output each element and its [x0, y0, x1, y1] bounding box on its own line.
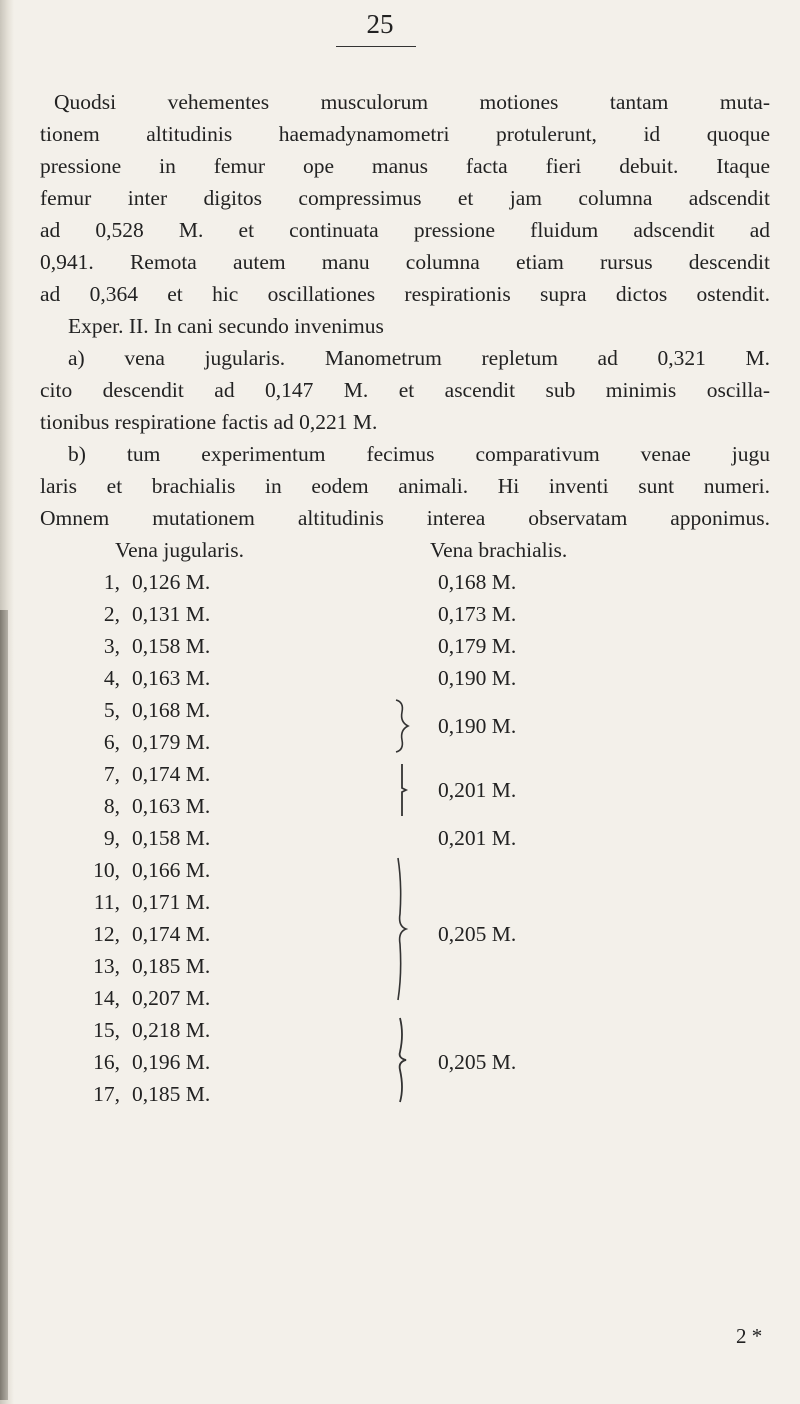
- jugularis-value: 0,166 M.: [132, 858, 211, 882]
- row-number: 12,: [93, 922, 120, 946]
- row-number: 17,: [93, 1082, 120, 1106]
- text-line: a) vena jugularis. Manometrum repletum ad 0,321 M.: [68, 346, 770, 370]
- brace-rows-5-6: [390, 698, 414, 754]
- row-number: 14,: [93, 986, 120, 1010]
- brachialis-value: 0,201 M.: [438, 826, 517, 850]
- row-number: 9,: [103, 826, 120, 850]
- signature-mark: 2 *: [736, 1324, 763, 1348]
- brachialis-value: 0,168 M.: [438, 570, 517, 594]
- row-number: 6,: [103, 730, 120, 754]
- row-number: 11,: [93, 890, 120, 914]
- brachialis-value: 0,205 M.: [438, 922, 517, 946]
- text-line: Quodsi vehementes musculorum motiones tantam muta-: [54, 90, 770, 114]
- row-number: 7,: [103, 762, 120, 786]
- row-number: 16,: [93, 1050, 120, 1074]
- text-line: ad 0,528 M. et continuata pressione fluidum adscendit ad: [40, 218, 770, 242]
- header-brachialis: Vena brachialis.: [430, 538, 568, 562]
- brachialis-value: 0,205 M.: [438, 1050, 517, 1074]
- text-line: femur inter digitos compressimus et jam columna adscendit: [40, 186, 770, 210]
- text-line: b) tum experimentum fecimus comparativum venae jugu: [68, 442, 770, 466]
- brace-rows-10-14: [388, 854, 414, 1004]
- brachialis-value: 0,173 M.: [438, 602, 517, 626]
- row-number: 15,: [93, 1018, 120, 1042]
- text-line: laris et brachialis in eodem animali. Hi inventi sunt numeri.: [40, 474, 770, 498]
- brace-rows-15-17: [388, 1014, 414, 1106]
- text-line: cito descendit ad 0,147 M. et ascendit sub minimis oscilla-: [40, 378, 770, 402]
- row-number: 4,: [103, 666, 120, 690]
- jugularis-value: 0,207 M.: [132, 986, 211, 1010]
- row-number: 13,: [93, 954, 120, 978]
- jugularis-value: 0,171 M.: [132, 890, 211, 914]
- brachialis-value: 0,190 M.: [438, 714, 517, 738]
- jugularis-value: 0,163 M.: [132, 794, 211, 818]
- text-line: Exper. II. In cani secundo invenimus: [68, 314, 384, 338]
- jugularis-value: 0,185 M.: [132, 954, 211, 978]
- text-line: Omnem mutationem altitudinis interea observatam apponimus.: [40, 506, 770, 530]
- page-number: 25: [366, 9, 394, 39]
- jugularis-value: 0,179 M.: [132, 730, 211, 754]
- row-number: 1,: [103, 570, 120, 594]
- brachialis-value: 0,201 M.: [438, 778, 517, 802]
- row-number: 5,: [103, 698, 120, 722]
- jugularis-value: 0,158 M.: [132, 826, 211, 850]
- text-line: tionibus respiratione factis ad 0,221 M.: [40, 410, 378, 434]
- jugularis-value: 0,218 M.: [132, 1018, 211, 1042]
- text-line: tionem altitudinis haemadynamometri protulerunt, id quoque: [40, 122, 770, 146]
- brachialis-value: 0,179 M.: [438, 634, 517, 658]
- jugularis-value: 0,174 M.: [132, 922, 211, 946]
- text-line: 0,941. Remota autem manu columna etiam rursus descendit: [40, 250, 770, 274]
- jugularis-value: 0,131 M.: [132, 602, 211, 626]
- jugularis-value: 0,196 M.: [132, 1050, 211, 1074]
- header-jugularis: Vena jugularis.: [115, 538, 244, 562]
- jugularis-value: 0,163 M.: [132, 666, 211, 690]
- row-number: 10,: [93, 858, 120, 882]
- jugularis-value: 0,174 M.: [132, 762, 211, 786]
- row-number: 2,: [103, 602, 120, 626]
- brachialis-value: 0,190 M.: [438, 666, 517, 690]
- row-number: 8,: [103, 794, 120, 818]
- text-line: ad 0,364 et hic oscillationes respirationis supra dictos ostendit.: [40, 282, 770, 306]
- row-number: 3,: [103, 634, 120, 658]
- jugularis-value: 0,168 M.: [132, 698, 211, 722]
- jugularis-value: 0,158 M.: [132, 634, 211, 658]
- jugularis-value: 0,185 M.: [132, 1082, 211, 1106]
- jugularis-value: 0,126 M.: [132, 570, 211, 594]
- brace-rows-7-8: [390, 762, 414, 818]
- text-line: pressione in femur ope manus facta fieri debuit. Itaque: [40, 154, 770, 178]
